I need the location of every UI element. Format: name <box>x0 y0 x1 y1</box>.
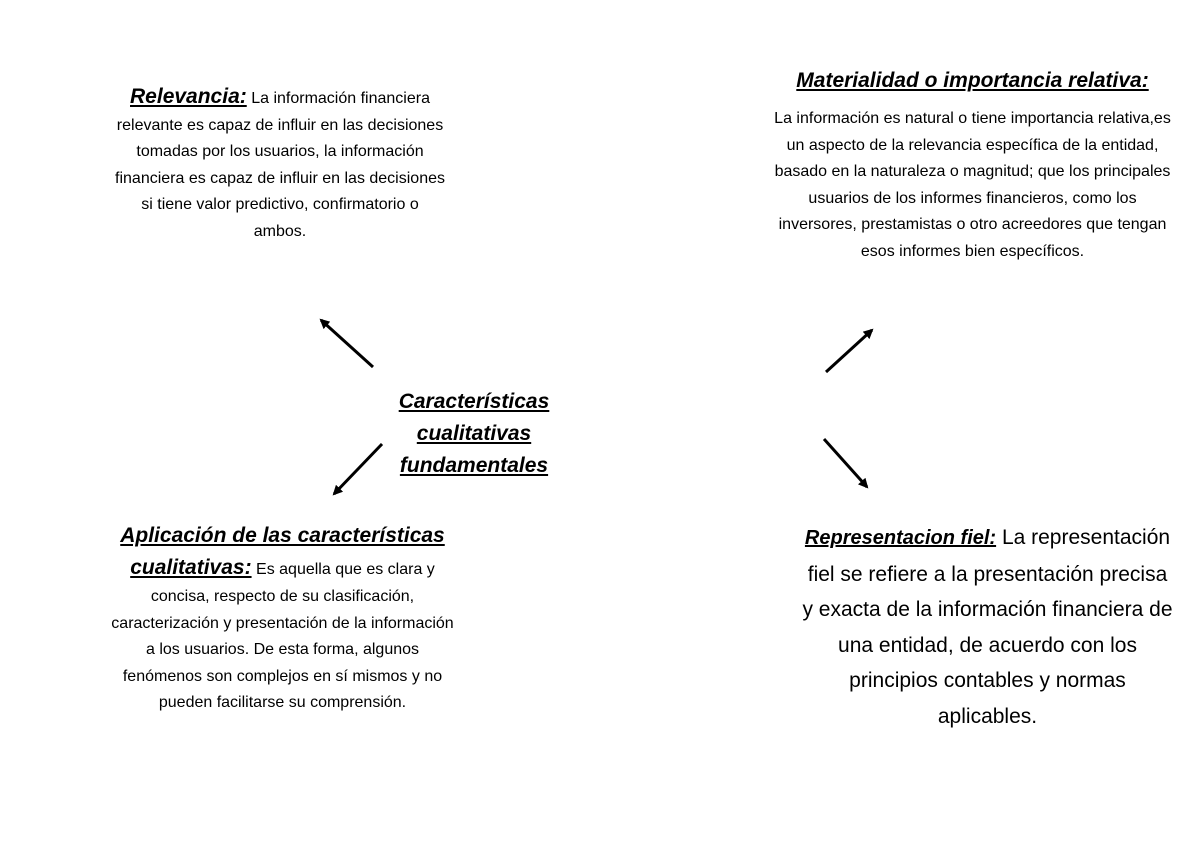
arrow-to-materialidad <box>826 330 872 372</box>
aplicacion-text: Es aquella que es clara y concisa, respecto de su clasificación, caracterización y presentación de la información a los usuarios. De esta forma, algunos fenómenos son complejos en sí mismos y no pueden facilitarse su comprensión. <box>111 561 454 711</box>
node-materialidad <box>770 66 1175 265</box>
materialidad-text: La información es natural o tiene importancia relativa,es un aspecto de la relevancia específica de la entidad, basado en la naturaleza o magnitud; que los principales usuarios de los informes financieros, como los inversores, prestamistas o otro acreedores que tengan esos informes bien específicos. <box>774 110 1171 260</box>
aplicacion-heading: Aplicación de las características cualitativas: <box>120 524 445 579</box>
node-aplicacion <box>110 520 455 717</box>
node-representacion <box>800 520 1175 734</box>
node-relevancia <box>115 84 445 245</box>
arrow-to-relevancia <box>321 320 373 367</box>
center-title: Características cualitativas fundamentales <box>398 390 550 477</box>
relevancia-text: La información financiera relevante es capaz de influir en las decisiones tomadas por los usuarios, la información financiera es capaz de influir en las decisiones si tiene valor predictivo, confirmatorio o ambos. <box>115 90 445 240</box>
representacion-text: La representación fiel se refiere a la presentación precisa y exacta de la información financiera de una entidad, de acuerdo con los principios contables y normas aplicables. <box>802 526 1173 728</box>
node-center <box>380 386 568 482</box>
representacion-heading: Representacion fiel: <box>804 527 997 549</box>
materialidad-heading: Materialidad o importancia relativa: <box>796 69 1149 92</box>
arrow-to-representacion <box>824 439 867 487</box>
relevancia-heading: Relevancia: <box>130 85 247 108</box>
arrow-to-aplicacion <box>334 444 382 494</box>
